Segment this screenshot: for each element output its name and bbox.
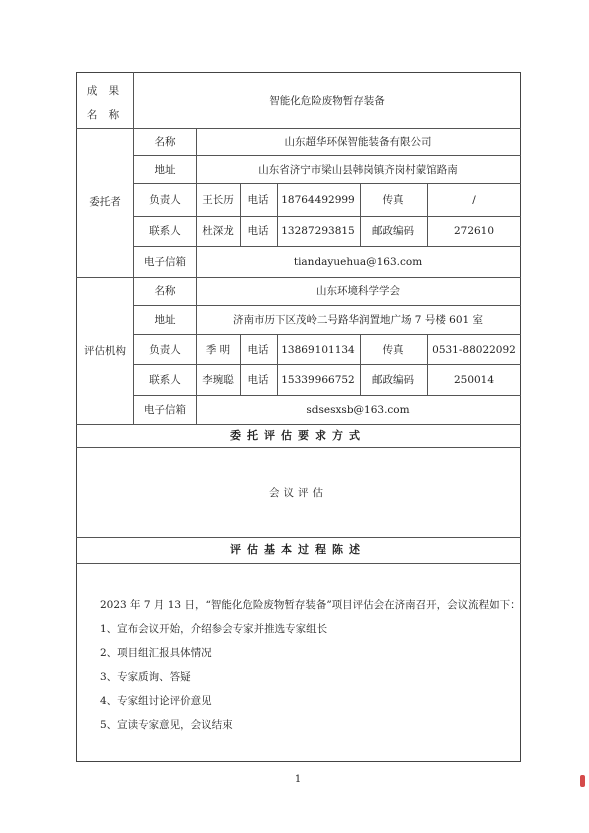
evaluator-principal-label: 负责人: [149, 344, 181, 356]
row-divider: [76, 424, 521, 425]
client-name-label: 名称: [154, 136, 176, 148]
evaluator-postcode-value: 250014: [453, 374, 495, 386]
row-divider: [133, 334, 521, 335]
evaluator-contact-label: 联系人: [149, 374, 181, 386]
evaluator-address-label: 地址: [154, 314, 176, 326]
evaluator-contact-phone-label: 电话: [247, 374, 269, 386]
column-divider: [240, 334, 241, 395]
column-divider: [427, 334, 428, 395]
process-step: 4、专家组讨论评价意见: [100, 695, 212, 707]
row-divider: [133, 155, 521, 156]
red-stamp-edge: [580, 775, 585, 787]
row-divider: [133, 246, 521, 247]
row-divider: [133, 364, 521, 365]
row-divider: [133, 395, 521, 396]
evaluator-principal-phone-label: 电话: [247, 344, 269, 356]
client-contact-phone-value: 13287293815: [281, 225, 355, 237]
client-email-label: 电子信箱: [144, 256, 186, 268]
column-divider: [277, 334, 278, 395]
row-divider: [133, 216, 521, 217]
process-step: 3、专家质询、答疑: [100, 671, 191, 683]
column-divider: [427, 183, 428, 246]
requirements-heading: 委托评估要求方式: [230, 429, 366, 442]
row-divider: [76, 277, 521, 278]
column-divider: [360, 334, 361, 395]
process-step: 2、项目组汇报具体情况: [100, 647, 212, 659]
client-email-value: tiandayuehua@163.com: [293, 256, 423, 268]
column-divider: [196, 128, 197, 424]
row-divider: [76, 128, 521, 129]
client-principal-phone-value: 18764492999: [281, 194, 355, 206]
row-divider: [76, 537, 521, 538]
evaluator-contact-phone-value: 15339966752: [281, 374, 355, 386]
client-address-value: 山东省济宁市梁山县韩岗镇齐岗村蒙馆路南: [258, 164, 458, 176]
result-label-line1: 成 果: [86, 85, 124, 97]
client-fax-value: /: [472, 194, 476, 206]
evaluator-fax-label: 传真: [382, 344, 404, 356]
process-intro: 2023 年 7 月 13 日，“智能化危险废物暂存装备”项目评估会在济南召开，会议流程如下：: [100, 599, 521, 611]
process-step: 1、宣布会议开始，介绍参会专家并推选专家组长: [100, 623, 328, 635]
evaluator-fax-value: 0531-88022092: [432, 344, 516, 356]
client-address-label: 地址: [154, 164, 176, 176]
row-divider: [133, 183, 521, 184]
page-number: 1: [294, 774, 302, 785]
client-name-value: 山东超华环保智能装备有限公司: [284, 136, 432, 148]
column-divider: [277, 183, 278, 246]
evaluator-name-value: 山东环境科学学会: [316, 285, 400, 297]
client-postcode-label: 邮政编码: [372, 225, 414, 237]
evaluator-principal-value: 季 明: [205, 344, 231, 356]
evaluator-principal-phone-value: 13869101134: [281, 344, 355, 356]
evaluator-email-label: 电子信箱: [144, 404, 186, 416]
process-heading: 评估基本过程陈述: [230, 543, 366, 556]
client-contact-value: 杜深龙: [202, 225, 234, 237]
row-divider: [76, 563, 521, 564]
evaluator-section-label: 评估机构: [84, 345, 126, 357]
evaluator-name-label: 名称: [154, 285, 176, 297]
evaluator-postcode-label: 邮政编码: [372, 374, 414, 386]
evaluator-contact-value: 李琬聪: [202, 374, 234, 386]
result-label-line2: 名 称: [86, 109, 124, 121]
client-contact-phone-label: 电话: [247, 225, 269, 237]
client-postcode-value: 272610: [453, 225, 495, 237]
process-step: 5、宣读专家意见，会议结束: [100, 719, 233, 731]
column-divider: [240, 183, 241, 246]
row-divider: [76, 447, 521, 448]
client-contact-label: 联系人: [149, 225, 181, 237]
requirements-value: 会议评估: [269, 487, 327, 499]
evaluator-address-value: 济南市历下区茂岭二号路华润置地广场 7 号楼 601 室: [232, 314, 484, 326]
client-principal-phone-label: 电话: [247, 194, 269, 206]
evaluator-email-value: sdsesxsb@163.com: [306, 404, 410, 416]
client-fax-label: 传真: [382, 194, 404, 206]
client-principal-label: 负责人: [149, 194, 181, 206]
client-section-label: 委托者: [89, 196, 121, 208]
column-divider: [133, 72, 134, 424]
row-divider: [133, 305, 521, 306]
column-divider: [360, 183, 361, 246]
client-principal-value: 王长历: [202, 194, 234, 206]
result-value: 智能化危险废物暂存装备: [269, 95, 385, 107]
